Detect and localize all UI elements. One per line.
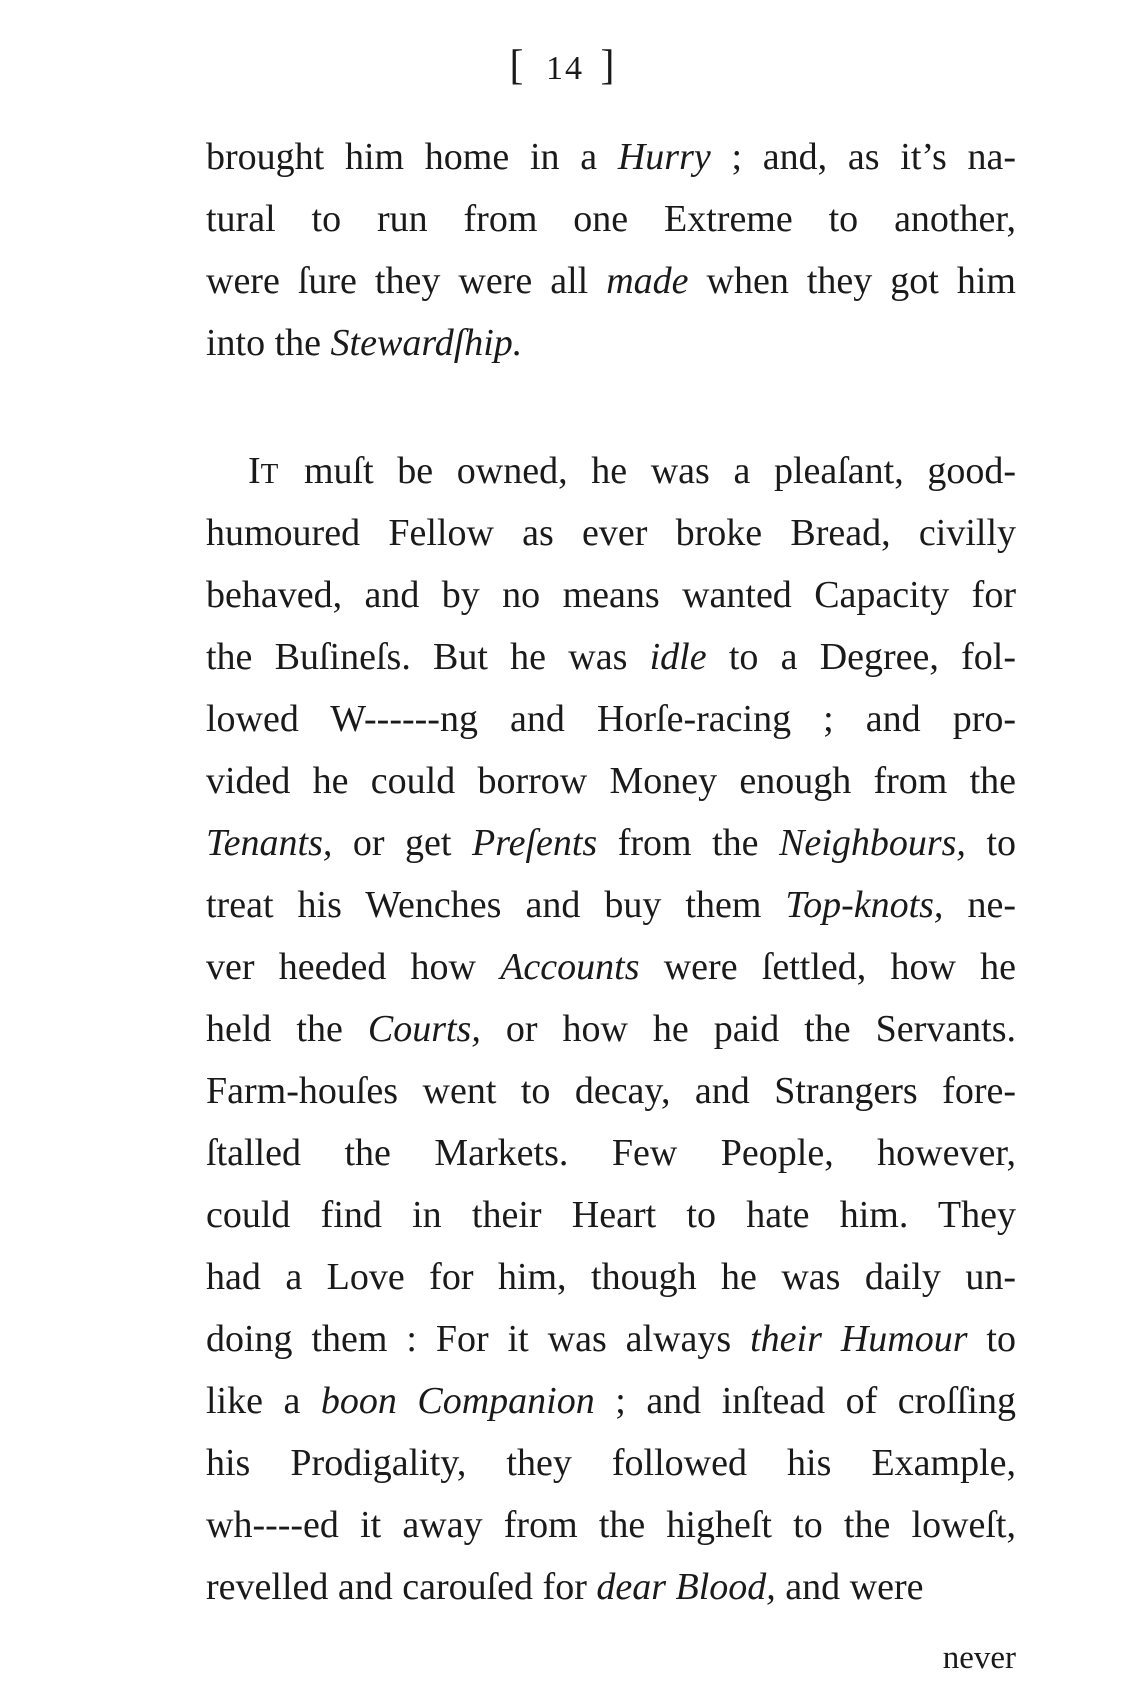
text-run: lowed W------ng and Horſe-racing ; and pro- xyxy=(206,698,1016,740)
text-run: his Prodigality, they followed his Example, xyxy=(206,1442,1016,1484)
text-line xyxy=(206,1556,1016,1618)
text-run: from the xyxy=(597,822,780,864)
text-run: ne- xyxy=(943,884,1016,926)
text-run: to xyxy=(967,1318,1016,1360)
text-run: when they got him xyxy=(688,260,1016,302)
text-run: muſt be owned, he was a pleaſant, good- xyxy=(280,450,1016,492)
text-run: ; and, as it’s na- xyxy=(710,136,1016,178)
text-line xyxy=(206,312,1016,374)
text-run: or get xyxy=(332,822,472,864)
text-run: were ſettled, how he xyxy=(639,946,1016,988)
italic-text: Neighbours, xyxy=(779,822,966,864)
text-run: could find in their Heart to hate him. They xyxy=(206,1194,1016,1236)
text-line xyxy=(206,1308,1016,1370)
italic-text: Stewardſhip. xyxy=(330,322,523,364)
text-run: I xyxy=(248,450,261,492)
bracket-close: ] xyxy=(600,43,621,89)
bracket-open: [ xyxy=(509,43,530,89)
italic-text: Hurry xyxy=(617,136,711,178)
text-line xyxy=(206,1432,1016,1494)
text-run: humoured Fellow as ever broke Bread, civilly xyxy=(206,512,1016,554)
text-run: ; and inſtead of croſſing xyxy=(594,1380,1016,1422)
text-run: brought him home in a xyxy=(206,136,618,178)
text-run: tural to run from one Extreme to another, xyxy=(206,198,1016,240)
text-run: behaved, and by no means wanted Capacity for xyxy=(206,574,1016,616)
text-run: to a Degree, fol- xyxy=(706,636,1016,678)
text-run: ſtalled the Markets. Few People, however, xyxy=(206,1132,1016,1174)
text-line xyxy=(206,626,1016,688)
italic-text: dear Blood, xyxy=(596,1566,776,1608)
italic-text: Courts, xyxy=(367,1008,481,1050)
text-run: wh----ed it away from the higheſt to the loweſt, xyxy=(206,1504,1016,1546)
text-run: like a xyxy=(206,1380,321,1422)
text-run: to xyxy=(965,822,1016,864)
text-line xyxy=(206,812,1016,874)
text-run: doing them : For it was always xyxy=(206,1318,751,1360)
text-run: and were xyxy=(775,1566,924,1608)
text-line xyxy=(206,1184,1016,1246)
text-line xyxy=(206,502,1016,564)
text-line xyxy=(206,1122,1016,1184)
italic-text: Tenants, xyxy=(206,822,333,864)
text-line xyxy=(206,440,1016,502)
page-number: 14 xyxy=(546,50,584,87)
text-line xyxy=(206,1246,1016,1308)
text-line xyxy=(206,250,1016,312)
text-line xyxy=(206,1060,1016,1122)
text-line xyxy=(206,126,1016,188)
italic-text: idle xyxy=(649,636,707,678)
text-run: had a Love for him, though he was daily un- xyxy=(206,1256,1016,1298)
text-line xyxy=(206,688,1016,750)
text-line xyxy=(206,874,1016,936)
text-run: or how he paid the Servants. xyxy=(480,1008,1016,1050)
text-line xyxy=(206,1494,1016,1556)
text-line xyxy=(206,188,1016,250)
text-run: ver heeded how xyxy=(206,946,501,988)
italic-text: Top-knots, xyxy=(785,884,944,926)
text-line xyxy=(206,564,1016,626)
text-run: vided he could borrow Money enough from the xyxy=(206,760,1016,802)
page-header xyxy=(0,42,1130,90)
text-run: the Buſineſs. But he was xyxy=(206,636,650,678)
text-run: into the xyxy=(206,322,331,364)
text-line xyxy=(206,998,1016,1060)
italic-text: Accounts xyxy=(500,946,640,988)
text-line xyxy=(206,1370,1016,1432)
italic-text: boon Companion xyxy=(320,1380,595,1422)
paragraph-1 xyxy=(206,126,1016,374)
text-run: revelled and carouſed for xyxy=(206,1566,597,1608)
italic-text: made xyxy=(606,260,689,302)
text-line xyxy=(206,936,1016,998)
italic-text: their Humour xyxy=(750,1318,968,1360)
text-line xyxy=(206,750,1016,812)
text-run: were ſure they were all xyxy=(206,260,607,302)
text-run: T xyxy=(260,458,281,490)
text-run: Farm-houſes went to decay, and Strangers fore- xyxy=(206,1070,1016,1112)
catchword: never xyxy=(942,1640,1016,1676)
paragraph-2 xyxy=(206,440,1016,1618)
text-run: treat his Wenches and buy them xyxy=(206,884,786,926)
italic-text: Preſents xyxy=(471,822,598,864)
text-run: held the xyxy=(206,1008,368,1050)
